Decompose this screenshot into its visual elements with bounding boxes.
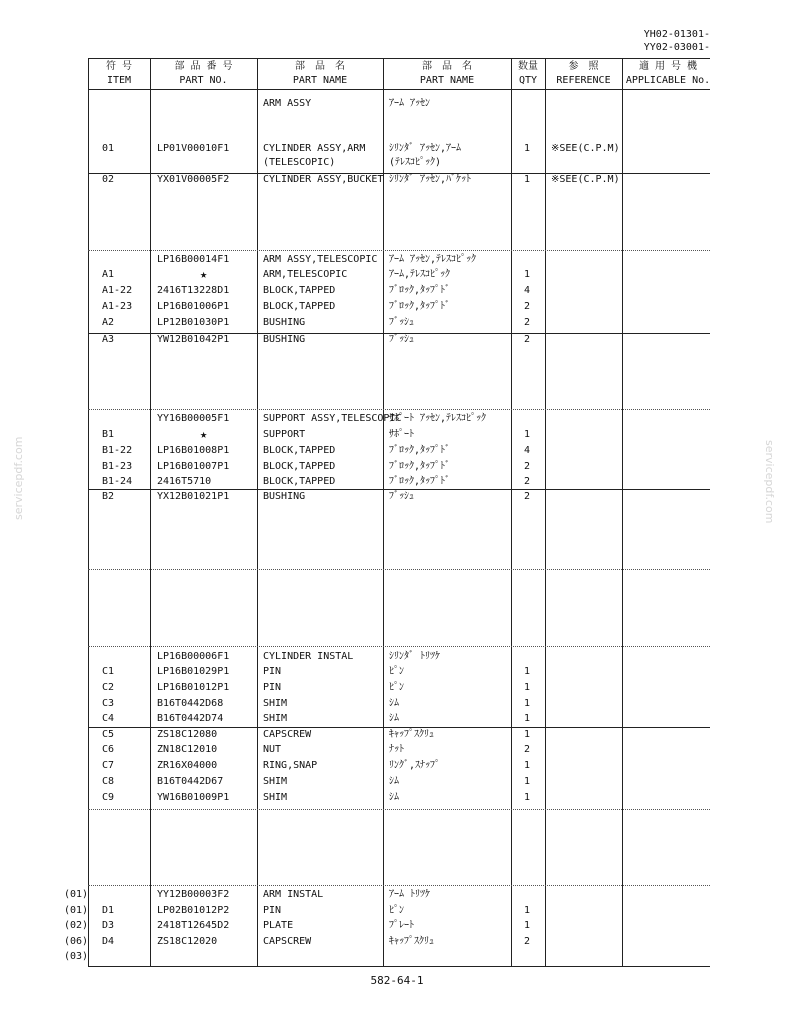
row-qty: 1: [524, 792, 531, 803]
row-separator-dotted: [88, 809, 710, 810]
row-qty: 1: [524, 776, 531, 787]
row-part-name-kana: ﾋﾟﾝ: [389, 666, 404, 677]
row-part-name-kana: ｼﾘﾝﾀﾞ ｱｯｾﾝ,ｱｰﾑ: [389, 143, 462, 154]
row-part-no: 2416T5710: [157, 476, 212, 487]
row-part-name-kana: ｱｰﾑ ｱｯｾﾝ,ﾃﾚｽｺﾋﾟｯｸ: [389, 254, 477, 265]
table-bottom-border: [88, 966, 710, 967]
row-item: A2: [102, 317, 115, 328]
row-qty: 1: [524, 143, 531, 154]
row-part-name-kana: ｼﾑ: [389, 713, 399, 724]
row-qty: 2: [524, 476, 531, 487]
row-item: A3: [102, 334, 115, 345]
row-item: C2: [102, 682, 115, 693]
row-part-name-kana: (ﾃﾚｽｺﾋﾟｯｸ): [389, 157, 442, 168]
row-item: C5: [102, 729, 115, 740]
column-divider: [622, 58, 623, 966]
row-part-name-kana: ﾌﾞﾛｯｸ,ﾀｯﾌﾟﾄﾞ: [389, 476, 451, 487]
row-qty: 2: [524, 491, 531, 502]
row-part-name: PIN: [263, 905, 282, 916]
row-part-no: 2418T12645D2: [157, 920, 230, 931]
row-qty: 1: [524, 682, 531, 693]
row-part-name: CYLINDER INSTAL: [263, 651, 354, 662]
row-part-name-kana: ｼﾑ: [389, 698, 399, 709]
row-qty: 1: [524, 698, 531, 709]
row-part-name-kana: ﾘﾝｸﾞ,ｽﾅｯﾌﾟ: [389, 760, 441, 771]
row-separator-dotted: [88, 250, 710, 251]
table-top-border: [88, 58, 710, 59]
row-part-name: ARM ASSY: [263, 98, 312, 109]
row-separator-dotted: [88, 646, 710, 647]
row-part-name-kana: ｱｰﾑ ﾄﾘﾂｹ: [389, 889, 431, 900]
row-item: D1: [102, 905, 115, 916]
header-applicable-en: APPLICABLE No.: [625, 75, 711, 86]
column-divider: [511, 58, 512, 966]
row-part-name: PIN: [263, 682, 282, 693]
row-item: C8: [102, 776, 115, 787]
row-item: B2: [102, 491, 115, 502]
row-part-name: CYLINDER ASSY,BUCKET: [263, 174, 384, 185]
row-part-name: (TELESCOPIC): [263, 157, 336, 168]
row-code: (01): [64, 905, 89, 916]
row-part-name-kana: ﾋﾟﾝ: [389, 682, 404, 693]
header-part-no-jp: 部 品 番 号: [174, 61, 233, 72]
row-item: D4: [102, 936, 115, 947]
row-part-name: SHIM: [263, 713, 288, 724]
row-part-name-kana: ｷｬｯﾌﾟｽｸﾘｭ: [389, 936, 434, 947]
row-qty: 1: [524, 760, 531, 771]
header-qty-en: QTY: [518, 75, 538, 86]
row-part-name-kana: ﾌﾞｯｼｭ: [389, 334, 414, 345]
row-qty: 2: [524, 461, 531, 472]
header-reference-jp: 参 照: [568, 61, 599, 72]
row-part-no: ZN18C12010: [157, 744, 218, 755]
row-qty: 1: [524, 174, 531, 185]
row-part-name: BUSHING: [263, 317, 306, 328]
row-part-name: BLOCK,TAPPED: [263, 476, 336, 487]
row-part-name: BLOCK,TAPPED: [263, 285, 336, 296]
row-part-name-kana: ﾌﾞﾛｯｸ,ﾀｯﾌﾟﾄﾞ: [389, 461, 451, 472]
row-part-no: B16T0442D68: [157, 698, 224, 709]
row-part-name: CAPSCREW: [263, 936, 312, 947]
row-part-no: LP16B01007P1: [157, 461, 230, 472]
row-part-name-kana: ﾌﾞﾛｯｸ,ﾀｯﾌﾟﾄﾞ: [389, 445, 451, 456]
row-qty: 2: [524, 317, 531, 328]
row-part-name: CYLINDER ASSY,ARM: [263, 143, 366, 154]
row-part-name: RING,SNAP: [263, 760, 318, 771]
row-part-no: ZS18C12080: [157, 729, 218, 740]
row-part-name: NUT: [263, 744, 282, 755]
row-part-name-kana: ﾌﾞﾛｯｸ,ﾀｯﾌﾟﾄﾞ: [389, 285, 451, 296]
row-part-name: PLATE: [263, 920, 294, 931]
row-item: B1-22: [102, 445, 133, 456]
row-separator-dotted: [88, 409, 710, 410]
row-qty: 1: [524, 713, 531, 724]
header-part-name-en: PART NAME: [292, 75, 348, 86]
row-item: A1-23: [102, 301, 133, 312]
row-part-no: LP12B01030P1: [157, 317, 230, 328]
row-part-no: YY16B00005F1: [157, 413, 230, 424]
row-item: 01: [102, 143, 115, 154]
row-part-name-kana: ｱｰﾑ ｱｯｾﾝ: [389, 98, 431, 109]
header-part-name-jp: 部 品 名: [295, 61, 345, 72]
row-part-no: ZS18C12020: [157, 936, 218, 947]
column-divider: [545, 58, 546, 966]
row-part-name: BUSHING: [263, 334, 306, 345]
row-part-name-kana: ﾌﾟﾚｰﾄ: [389, 920, 414, 931]
row-part-no: LP16B01008P1: [157, 445, 230, 456]
row-qty: 2: [524, 936, 531, 947]
header-reference-en: REFERENCE: [556, 75, 611, 86]
row-part-name: ARM ASSY,TELESCOPIC: [263, 254, 378, 265]
section-separator: [88, 727, 710, 728]
row-part-no: YX01V00005F2: [157, 174, 230, 185]
header-qty-jp: 数量: [518, 61, 538, 72]
row-part-name-kana: ｱｰﾑ,ﾃﾚｽｺﾋﾟｯｸ: [389, 269, 451, 280]
row-part-name-kana: ｼﾑ: [389, 776, 399, 787]
row-part-name: SUPPORT ASSY,TELESCOPIC: [263, 413, 402, 424]
header-applicable-jp: 適 用 号 機: [638, 61, 698, 72]
row-qty: 1: [524, 429, 531, 440]
row-part-name-kana: ｼﾑ: [389, 792, 399, 803]
row-part-name-kana: ﾌﾞｯｼｭ: [389, 491, 414, 502]
row-part-no: YY12B00003F2: [157, 889, 230, 900]
row-part-no: B16T0442D67: [157, 776, 224, 787]
row-part-no: LP02B01012P2: [157, 905, 230, 916]
row-part-no: ★: [200, 427, 208, 441]
row-code: (02): [64, 920, 89, 931]
row-part-name: ARM INSTAL: [263, 889, 324, 900]
column-divider: [257, 58, 258, 966]
row-item: B1-23: [102, 461, 133, 472]
row-part-no: 2416T13228D1: [157, 285, 230, 296]
row-part-name: SUPPORT: [263, 429, 306, 440]
row-part-no: ZR16X04000: [157, 760, 218, 771]
row-item: 02: [102, 174, 115, 185]
row-item: C4: [102, 713, 115, 724]
row-item: A1: [102, 269, 115, 280]
row-part-name: BLOCK,TAPPED: [263, 445, 336, 456]
row-part-no: LP16B00006F1: [157, 651, 230, 662]
row-part-no: YX12B01021P1: [157, 491, 230, 502]
row-reference: ※SEE(C.P.M): [551, 174, 620, 185]
row-item: C9: [102, 792, 115, 803]
row-part-no: B16T0442D74: [157, 713, 224, 724]
row-part-no: YW12B01042P1: [157, 334, 230, 345]
row-qty: 2: [524, 334, 531, 345]
row-item: C3: [102, 698, 115, 709]
column-divider: [88, 58, 89, 966]
row-item: B1-24: [102, 476, 133, 487]
row-part-name-kana: ｻﾎﾟｰﾄ ｱｯｾﾝ,ﾃﾚｽｺﾋﾟｯｸ: [389, 413, 487, 424]
row-part-name: PIN: [263, 666, 282, 677]
row-code: (06): [64, 936, 89, 947]
row-item: C7: [102, 760, 115, 771]
section-separator: [88, 489, 710, 490]
row-part-name: CAPSCREW: [263, 729, 312, 740]
header-part-no-en: PART NO.: [179, 75, 228, 86]
header-part-name-kana-en: PART NAME: [419, 75, 475, 86]
row-reference: ※SEE(C.P.M): [551, 143, 620, 154]
row-part-no: LP01V00010F1: [157, 143, 230, 154]
serial-number-2: YY02-03001-: [643, 42, 710, 53]
row-qty: 2: [524, 301, 531, 312]
row-item: C1: [102, 666, 115, 677]
row-part-name: BUSHING: [263, 491, 306, 502]
row-qty: 1: [524, 920, 531, 931]
row-part-no: LP16B01029P1: [157, 666, 230, 677]
row-part-name-kana: ｷｬｯﾌﾟｽｸﾘｭ: [389, 729, 434, 740]
row-item: A1-22: [102, 285, 133, 296]
page-number: 582-64-1: [370, 974, 424, 987]
watermark-right: servicepdf.com: [763, 440, 776, 524]
row-code: (03): [64, 951, 89, 962]
row-qty: 2: [524, 744, 531, 755]
header-bottom-border: [88, 89, 710, 90]
serial-number-1: YH02-01301-: [643, 29, 710, 40]
row-separator-dotted: [88, 885, 710, 886]
row-part-name-kana: ｼﾘﾝﾀﾞ ｱｯｾﾝ,ﾊﾞｹｯﾄ: [389, 174, 472, 185]
row-part-no: YW16B01009P1: [157, 792, 230, 803]
watermark-left: servicepdf.com: [12, 436, 25, 520]
header-item-en: ITEM: [106, 75, 132, 86]
row-part-name: BLOCK,TAPPED: [263, 301, 336, 312]
row-item: B1: [102, 429, 115, 440]
row-part-name: SHIM: [263, 792, 288, 803]
row-part-no: LP16B01012P1: [157, 682, 230, 693]
row-qty: 4: [524, 445, 531, 456]
row-qty: 1: [524, 905, 531, 916]
row-part-name: BLOCK,TAPPED: [263, 461, 336, 472]
row-item: C6: [102, 744, 115, 755]
row-qty: 1: [524, 666, 531, 677]
row-part-no: LP16B00014F1: [157, 254, 230, 265]
row-part-name-kana: ﾅｯﾄ: [389, 744, 404, 755]
row-part-name: ARM,TELESCOPIC: [263, 269, 348, 280]
row-part-name-kana: ﾌﾞｯｼｭ: [389, 317, 414, 328]
row-part-no: LP16B01006P1: [157, 301, 230, 312]
row-qty: 4: [524, 285, 531, 296]
row-code: (01): [64, 889, 89, 900]
row-part-name-kana: ﾋﾟﾝ: [389, 905, 404, 916]
row-qty: 1: [524, 269, 531, 280]
row-part-name: SHIM: [263, 698, 288, 709]
row-part-name-kana: ﾌﾞﾛｯｸ,ﾀｯﾌﾟﾄﾞ: [389, 301, 451, 312]
row-part-name-kana: ｻﾎﾟｰﾄ: [389, 429, 414, 440]
header-part-name-kana-jp: 部 品 名: [422, 61, 472, 72]
row-qty: 1: [524, 729, 531, 740]
row-separator-dotted: [88, 569, 710, 570]
row-part-name-kana: ｼﾘﾝﾀﾞ ﾄﾘﾂｹ: [389, 651, 441, 662]
row-part-no: ★: [200, 267, 208, 281]
row-item: D3: [102, 920, 115, 931]
row-part-name: SHIM: [263, 776, 288, 787]
header-item-jp: 符 号: [105, 61, 133, 72]
column-divider: [150, 58, 151, 966]
column-divider: [383, 58, 384, 966]
